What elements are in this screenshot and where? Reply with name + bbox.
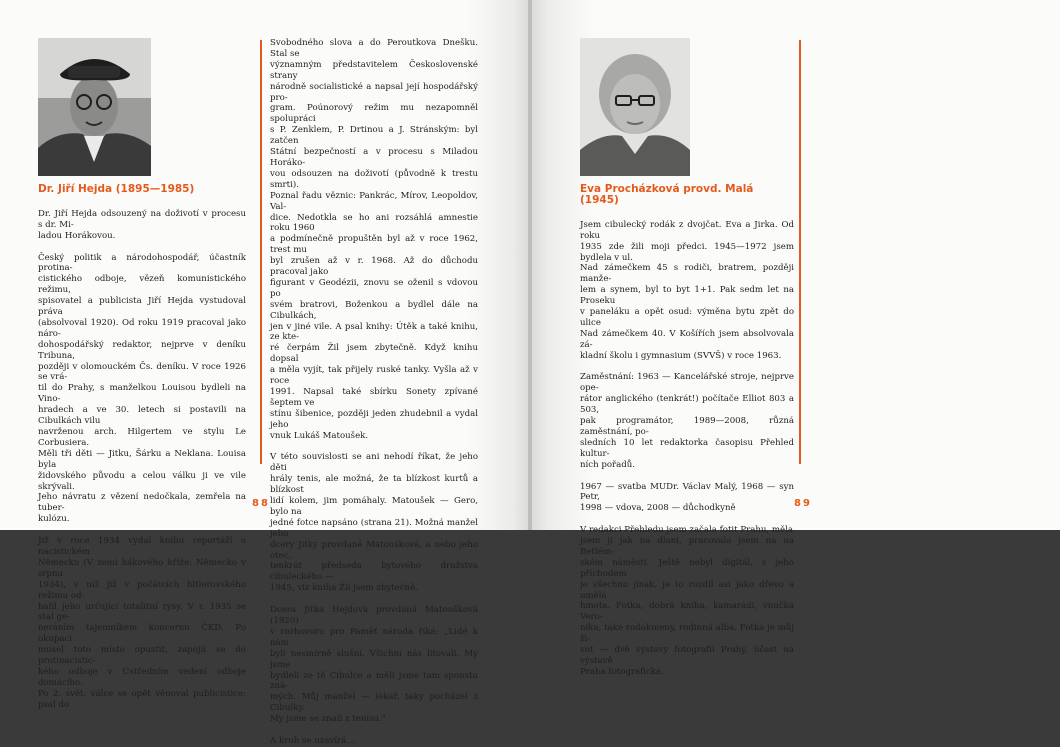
person-name: Dr. Jiří Hejda (1895—1985) xyxy=(38,183,195,195)
left-column-1 xyxy=(38,38,246,711)
right-column-1 xyxy=(580,38,794,678)
paragraph: Již v roce 1934 vydal knihu reportáží o nacistickém Německu (V zemi hákového kříže: Německo v srpnu 1934), v níž již v počátcích hitlerovského režimu od- halil jeho určující totalitní rysy. V r. 1935 se stal ge- neráním tajemníkem koncernu ČKD. Po okupaci musel toto místo opustit, zapojil se do protinacistic- kého odboje v Ústředním vedení odboje domácího. Po 2. svět. válce se opět věnoval publicistice: psal do xyxy=(38,536,246,710)
right-page xyxy=(532,0,1060,677)
paragraph: Dr. Jiří Hejda odsouzený na doživotí v procesu s dr. Mi- ladou Horákovou. xyxy=(38,208,246,241)
paragraph: V redakci Přehledu jsem začala fotit Prahu, měla jsem ji jak na dlani, pracovala jsem na na Betlém- ském náměstí. Ještě nebyl digitál, s jeho příchodem je všechno jinak, je to rozdíl asi jako dřevo a umělá hmota. Fotka, dobrá kniha, kamarádi, vnučka Vero- nika, také rodokmeny, rodinná alba. Fotka je můj ži- vot — dvě výstavy fotografií Prahy, účast na výstavě Praha fotografická. xyxy=(580,525,794,677)
portrait-photo-jiri-hejda xyxy=(38,38,151,176)
paragraph: Svobodného slova a do Peroutkova Dnešku. Stal se významným představitelem Československé strany národně socialistické a napsal její hospodářský pro- gram. Poúnorový režim mu nezapomněl spolupráci s P. Zenklem, P. Drtinou a J. Stránským: byl zatčen Státní bezpečností a v procesu s Miladou Horáko- vou odsouzen na doživotí (původně k trestu smrti). Poznal řadu věznic: Pankrác, Mírov, Leopoldov, Val- dice. Nedotkla se ho ani rozsáhlá amnestie roku 1960 a podmínečně propuštěn byl až v roce 1962, trest mu byl zrušen až v r. 1968. Až do důchodu pracoval jako figurant v Geodézii, znovu se oženil s vdovou po svém bratrovi, Boženkou a bydlel dále na Cibulkách, jen v jiné vile. A psal knihy: Útěk a také knihu, ze kte- ré čerpám Žil jsem zbytečně. Když knihu dopsal a měla vyjít, tak přijely ruské tanky. Vyšla až v roce 1991. Napsal také sbírku Sonety zpívané šeptem ve stínu šibenice, později jeden zhudebnil a vydal jeho vnuk Lukáš Matoušek. xyxy=(270,38,478,441)
paragraph: A kruh se uzavírá… xyxy=(270,735,355,746)
column-divider xyxy=(260,40,262,464)
paragraph: Český politik a národohospodář, účastník protina- cistického odboje, vězeň komunistického režimu, spisovatel a publicista Jiří Hejda vystudoval práva (absolvoval 1920). Od roku 1919 pracoval jako náro- dohospodářský redaktor, nejprve v deníku Tribuna, později v olomouckém Čs. deníku. V roce 1926 se vrá- til do Prahy, s manželkou Louisou bydleli na Vino- hradech a ve 30. letech si postavili na Cibulkách vilu navrženou arch. Hilgertem ve stylu Le Corbusiera. Měli tři děti — Jitku, Šárku a Neklana. Louisa byla židovského původu a celou válku ji ve vile skrývali. Jeho návratu z vězení nedočkala, zemřela na tuber- kulózu. xyxy=(38,252,246,525)
paragraph: Dcera Jitka Hejdová provdaná Matoušková (1920) v rozhovoru pro Paměť národa říká: „Lidé k nám byli nesmírně slušní. Všichni nás litovali. My jsme bydleli ze tě Cibulce a měli jsme tam spoustu zná- mých. Můj manžel — lékař, taky pocházel z Cibulky. My jsme se znali z tenisu." xyxy=(270,605,478,725)
portrait-photo-eva-prochazkova xyxy=(580,38,690,176)
left-column-2 xyxy=(270,38,478,747)
page-number: 89 xyxy=(794,498,812,509)
person-name: Eva Procházková provd. Malá (1945) xyxy=(580,183,754,206)
paragraph: Jsem cibulecký rodák z dvojčat. Eva a Jirka. Od roku 1935 zde žili moji předci. 1945—1972 jsem bydlela v ul. Nad zámečkem 45 s rodiči, bratrem, později manže- lem a synem, byl to byt 1+1. Pak sedm let na Proseku v paneláku a opět osud: výměna bytu zpět do ulice Nad zámečkem 40. V Košířích jsem absolvovala zá- kladní školu i gymnasium (SVVŠ) v roce 1963. xyxy=(580,219,794,361)
left-page xyxy=(0,0,528,746)
paragraph: V této souvislosti se ani nehodí říkat, že jeho děti hrály tenis, ale možná, že ta blízkost kurtů a blízkost lidí kolem, jim pomáhaly. Matoušek — Gero, bylo na jedné fotce napsáno (strana 21). Možná manžel jeho dcery Jitky provdané Matoušková, a nebo jeho otec, tenkrát předseda bytového družstva cibuleckého — 1945, viz kniha Žil jsem zbytečně. xyxy=(270,452,478,594)
column-divider xyxy=(799,40,801,464)
page-number: 88 xyxy=(252,498,270,509)
paragraph: 1967 — svatba MUDr. Václav Malý, 1968 — syn Petr, 1998 — vdova, 2008 — důchodkyně xyxy=(580,481,794,514)
paragraph: Zaměstnání: 1963 — Kancelářské stroje, nejprve ope- rátor anglického (tenkrát!) počítače Elliot 803 a 503, pak programátor, 1989—2008, různá zaměstnání, po- sledních 10 let redaktorka časopisu Přehled kultur- ních pořadů. xyxy=(580,372,794,470)
